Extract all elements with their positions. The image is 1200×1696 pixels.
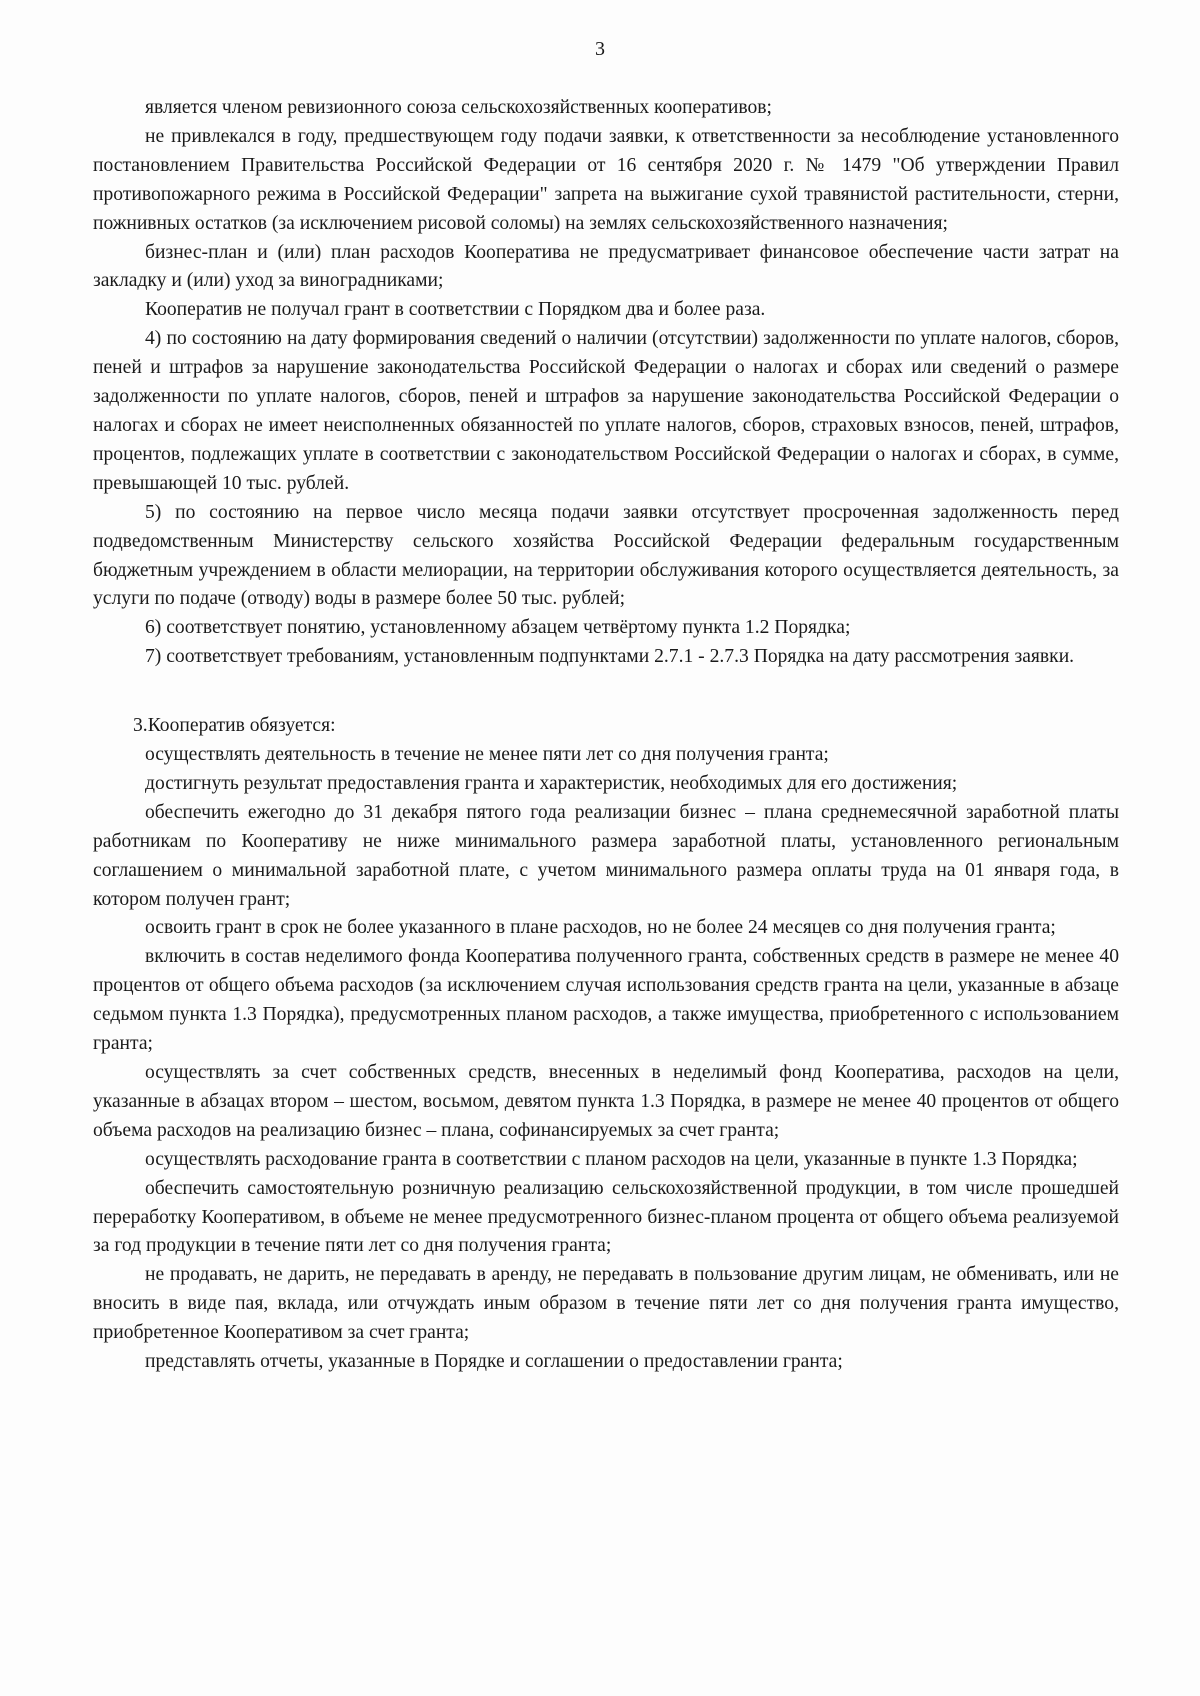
paragraph: 7) соответствует требованиям, установленным подпунктами 2.7.1 - 2.7.3 Порядка на дату рассмотрения заявки. [145, 646, 1075, 668]
section-spacer [93, 672, 1119, 712]
paragraph: не привлекался в году, предшествующем году подачи заявки, к ответственности за несоблюдение установленного постановлением Правительства Российской Федерации от 16 сентября 2020 г. № 1479 "Об утверждении Правил противопожарного режима в Российской Федерации" запрета на выжигание сухой травянистой растительности, стерни, пожнивных остатков (за исключением рисовой соломы) на землях сельскохозяйственного назначения; [93, 125, 1119, 234]
paragraph: осуществлять за счет собственных средств, внесенных в неделимый фонд Кооператива, расходов на цели, указанные в абзацах втором – шестом, восьмом, девятом пункта 1.3 Порядка, в размере не менее 40 процентов от общего объема расходов на реализацию бизнес – плана, софинансируемых за счет гранта; [93, 1062, 1119, 1141]
paragraph: 6) соответствует понятию, установленному абзацем четвёртому пункта 1.2 Порядка; [145, 617, 851, 639]
paragraph: не продавать, не дарить, не передавать в аренду, не передавать в пользование другим лицам, не обменивать, или не вносить в виде пая, вклада, или отчуждать иным образом в течение пяти лет со дня получения гранта имущество, приобретенное Кооперативом за счет гранта; [93, 1264, 1119, 1344]
paragraph: представлять отчеты, указанные в Порядке и соглашении о предоставлении гранта; [145, 1351, 843, 1373]
paragraph: обеспечить самостоятельную розничную реализацию сельскохозяйственной продукции, в том числе прошедшей переработку Кооперативом, в объеме не менее предусмотренного бизнес-планом процента от общего объема реализуемой за год продукции в течение пяти лет со дня получения гранта; [93, 1177, 1119, 1257]
paragraph: включить в состав неделимого фонда Кооператива полученного гранта, собственных средств в размере не менее 40 процентов от общего объема расходов (за исключением случая использования средств гранта на цели, указанные в абзаце седьмом пункта 1.3 Порядка), предусмотренных планом расходов, а также имущества, приобретенного с использованием гранта; [93, 946, 1119, 1055]
document-body [93, 94, 1119, 1377]
paragraph: осуществлять деятельность в течение не менее пяти лет со дня получения гранта; [145, 744, 829, 766]
paragraph: достигнуть результат предоставления гранта и характеристик, необходимых для его достижения; [145, 772, 958, 794]
paragraph: 5) по состоянию на первое число месяца подачи заявки отсутствует просроченная задолженность перед подведомственным Министерству сельского хозяйства Российской Федерации федеральным государственным бюджетным учреждением в области мелиорации, на территории обслуживания которого осуществляется деятельность, за услуги по подаче (отводу) воды в размере более 50 тыс. рублей; [93, 501, 1119, 610]
paragraph: освоить грант в срок не более указанного в плане расходов, но не более 24 месяцев со дня получения гранта; [145, 917, 1056, 939]
paragraph: является членом ревизионного союза сельскохозяйственных кооперативов; [145, 97, 772, 118]
paragraph: 4) по состоянию на дату формирования сведений о наличии (отсутствии) задолженности по уплате налогов, сборов, пеней и штрафов за нарушение законодательства Российской Федерации о налогах и сборах или сведений о размере задолженности по уплате налогов, сборов, пеней и штрафов за нарушение законодательства Российской Федерации о налогах и сборах не имеет неисполненных обязанностей по уплате налогов, сборов, страховых взносов, пеней, штрафов, процентов, подлежащих уплате в соответствии с законодательством Российской Федерации о налогах и сборах, в сумме, превышающей 10 тыс. рублей. [93, 328, 1119, 494]
paragraph: бизнес-план и (или) план расходов Кооператива не предусматривает финансовое обеспечение части затрат на закладку и (или) уход за виноградниками; [93, 241, 1119, 292]
paragraph: обеспечить ежегодно до 31 декабря пятого года реализации бизнес – плана среднемесячной заработной платы работникам по Кооперативу не ниже минимального размера заработной платы, установленного региональным соглашением о минимальной заработной плате, с учетом минимального размера оплаты труда на 01 января года, в котором получен грант; [93, 801, 1119, 910]
paragraph: Кооператив не получал грант в соответствии с Порядком два и более раза. [145, 299, 766, 321]
page-number: 3 [595, 38, 605, 60]
section-heading: 3.Кооператив обязуется: [133, 715, 336, 737]
paragraph: осуществлять расходование гранта в соответствии с планом расходов на цели, указанные в пункте 1.3 Порядка; [145, 1148, 1078, 1170]
